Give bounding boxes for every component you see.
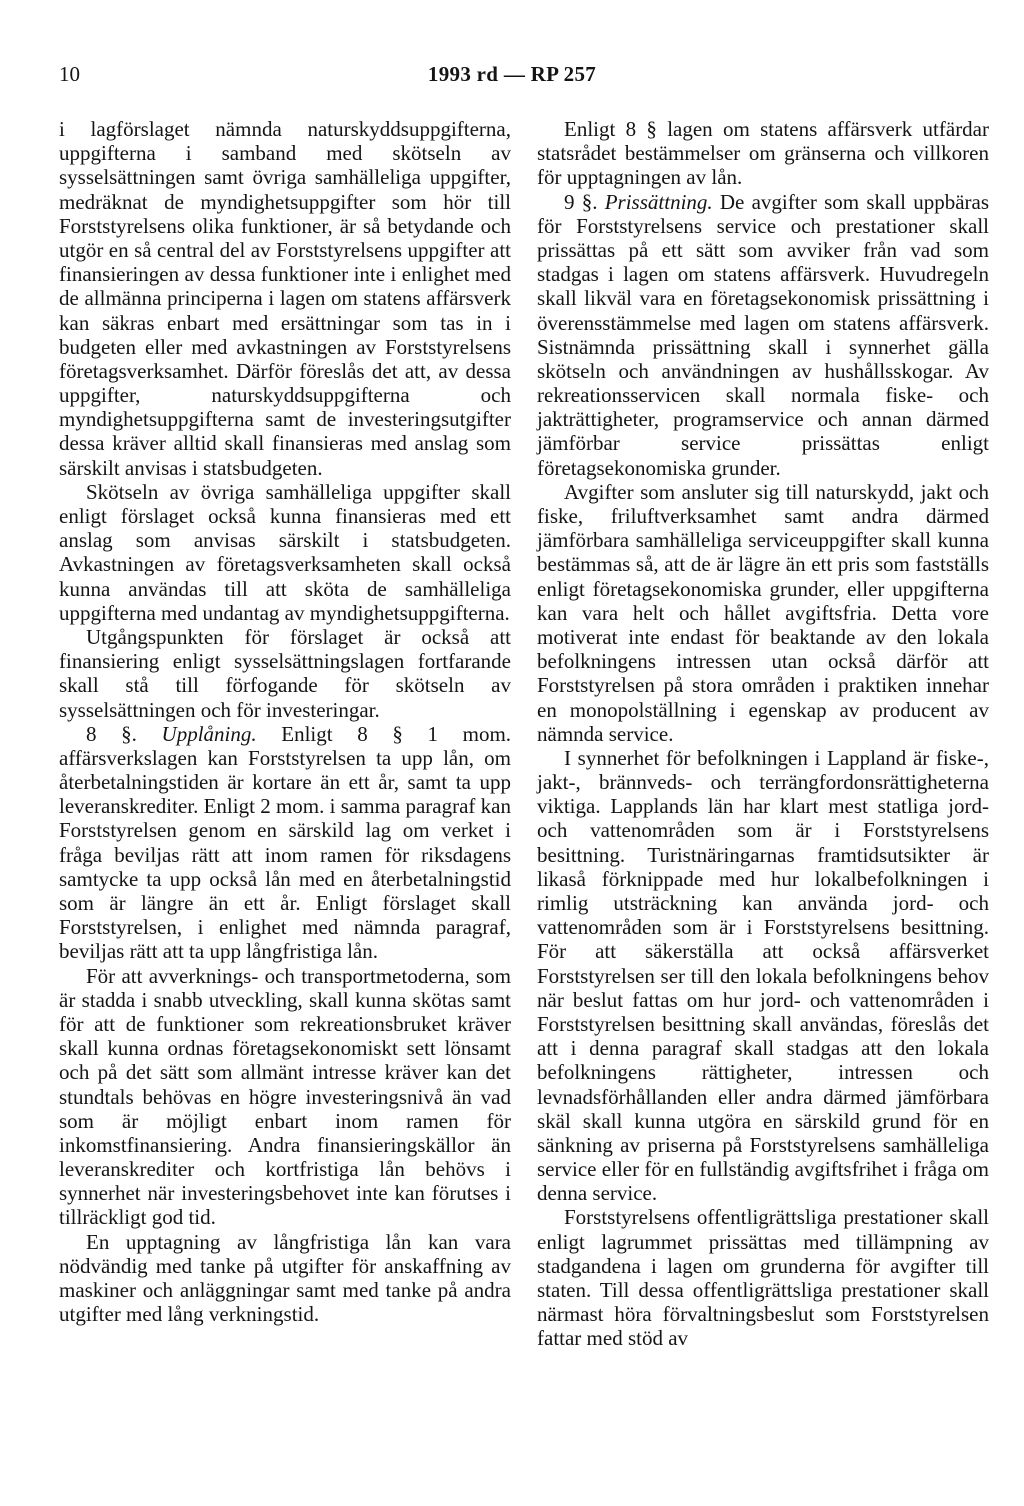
paragraph: Forststyrelsens offentligrättsliga prestationer skall enligt lagrummet prissättas med tillämpning av stadgandena i lagen om grunderna för avgifter till staten. Till dessa offentligrättsliga prestationer skall närmast höra förvaltningsbeslut som Forststyrelsen fattar med stöd av	[537, 1205, 989, 1351]
page-header	[0, 62, 1024, 92]
paragraph: i lagförslaget nämnda naturskyddsuppgifterna, uppgifterna i samband med skötseln av sysselsättningen samt övriga samhälleliga uppgifter, medräknat de myndighetsuppgifter som hör till Forststyrelsens olika funktioner, är så betydande och utgör en så central del av Forststyrelsens uppgifter att finansieringen av dessa funktioner inte i enlighet med de allmänna principerna i lagen om statens affärsverk kan säkras enbart med ersättningar som tas in i budgeten eller med avkastningen av Forststyrelsens företagsverksamhet. Därför föreslås det att, av dessa uppgifter, naturskyddsuppgifterna och myndighetsuppgifterna samt de investeringsutgifter dessa kräver alltid skall finansieras med anslag som särskilt anvisas i statsbudgeten.	[59, 117, 511, 480]
section-number: 9 §.	[564, 189, 598, 214]
right-column	[537, 117, 989, 1351]
paragraph: En upptagning av långfristiga lån kan vara nödvändig med tanke på utgifter för anskaffning av maskiner och anläggningar samt med tanke på andra utgifter med lång verkningstid.	[59, 1229, 511, 1327]
section-number: 8 §.	[86, 721, 137, 746]
paragraph: Avgifter som ansluter sig till naturskydd, jakt och fiske, friluftverksamhet samt andra därmed jämförbara samhälleliga serviceuppgifter skall kunna bestämmas så, att de är lägre än ett pris som fastställs enligt företagsekonomiska grunder, eller uppgifterna kan vara helt och hållet avgiftsfria. Detta vore motiverat inte endast för beaktande av den lokala befolkningens intressen utan också därför att Forststyrelsen på stora områden i praktiken innehar en monopolställning i egenskap av producent av nämnda service.	[537, 479, 989, 746]
section-text: Enligt 8 § 1 mom. affärsverkslagen kan Forststyrelsen ta upp lån, om återbetalningstiden är kortare än ett år, samt ta upp leveranskrediter. Enligt 2 mom. i samma paragraf kan Forststyrelsen genom en särskild lag om verket i fråga beviljas rätt att inom ramen för riksdagens samtycke ta upp också lån med en återbetalningstid som är längre än ett år. Enligt förslaget skall Forststyrelsen, i enlighet med nämnda paragraf, beviljas rätt att ta upp långfristiga lån.	[59, 721, 512, 964]
section-text: De avgifter som skall uppbäras för Forststyrelsens service och prestationer skall prissättas på ett sätt som avviker från vad som stadgas i lagen om statens affärsverk. Huvudregeln skall likväl vara en företagsekonomisk prissättning i överensstämmelse med lagen om statens affärsverk. Sistnämnda prissättning skall i synnerhet gälla skötseln och användningen av hushållsskogar. Av rekreationsservicen skall normala fiske- och jakträttigheter, programservice och annan därmed jämförbar service prissättas enligt företagsekonomiska grunder.	[537, 189, 990, 480]
section-paragraph	[59, 722, 511, 964]
section-heading: Prissättning.	[604, 189, 713, 214]
running-title: 1993 rd — RP 257	[427, 62, 597, 86]
section-paragraph	[537, 190, 989, 480]
left-column	[59, 117, 511, 1326]
paragraph: För att avverknings- och transportmetoderna, som är stadda i snabb utveckling, skall kunna skötas samt för att de funktioner som rekreationsbruket kräver skall kunna ordnas företagsekonomiskt sett lönsamt och på det sätt som allmänt intresse kräver kan det stundtals behövas en högre investeringsnivå än vad som är möjligt enbart inom ramen för inkomstfinansiering. Andra finansieringskällor än leveranskrediter och kortfristiga lån behövs i synnerhet när investeringsbehovet inte kan förutses i tillräckligt god tid.	[59, 963, 511, 1230]
paragraph: Utgångspunkten för förslaget är också att finansiering enligt sysselsättningslagen fortfarande skall stå till förfogande för skötseln av sysselsättningen och för investeringar.	[59, 624, 511, 722]
paragraph: I synnerhet för befolkningen i Lappland är fiske-, jakt-, brännveds- och terrängfordonsrättigheterna viktiga. Lapplands län har klart mest statliga jord- och vattenområden som är i Forststyrelsens besittning. Turistnäringarnas framtidsutsikter är likaså förknippade med hur lokalbefolkningen i rimlig utsträckning kan använda jord- och vattenområden som är i Forststyrelsens besittning. För att säkerställa att också affärsverket Forststyrelsen ser till den lokala befolkningens behov när beslut fattas om hur jord- och vattenområden i Forststyrelsen besittning skall användas, föreslås det att i denna paragraf skall stadgas att den lokala befolkningens rättigheter, intressen och levnadsförhållanden eller andra därmed jämförbara skäl skall kunna utgöra en särskild grund för en sänkning av priserna på Forststyrelsens samhälleliga service eller för en fullständig avgiftsfrihet i fråga om denna service.	[537, 745, 989, 1206]
paragraph: Skötseln av övriga samhälleliga uppgifter skall enligt förslaget också kunna finansieras med ett anslag som anvisas särskilt i statsbudgeten. Avkastningen av företagsverksamheten skall också kunna användas till att sköta de samhälleliga uppgifterna med undantag av myndighetsuppgifterna.	[59, 479, 511, 625]
page-number: 10	[59, 62, 80, 86]
paragraph: Enligt 8 § lagen om statens affärsverk utfärdar statsrådet bestämmelser om gränserna och villkoren för upptagningen av lån.	[537, 117, 989, 190]
section-heading: Upplåning.	[161, 721, 257, 746]
